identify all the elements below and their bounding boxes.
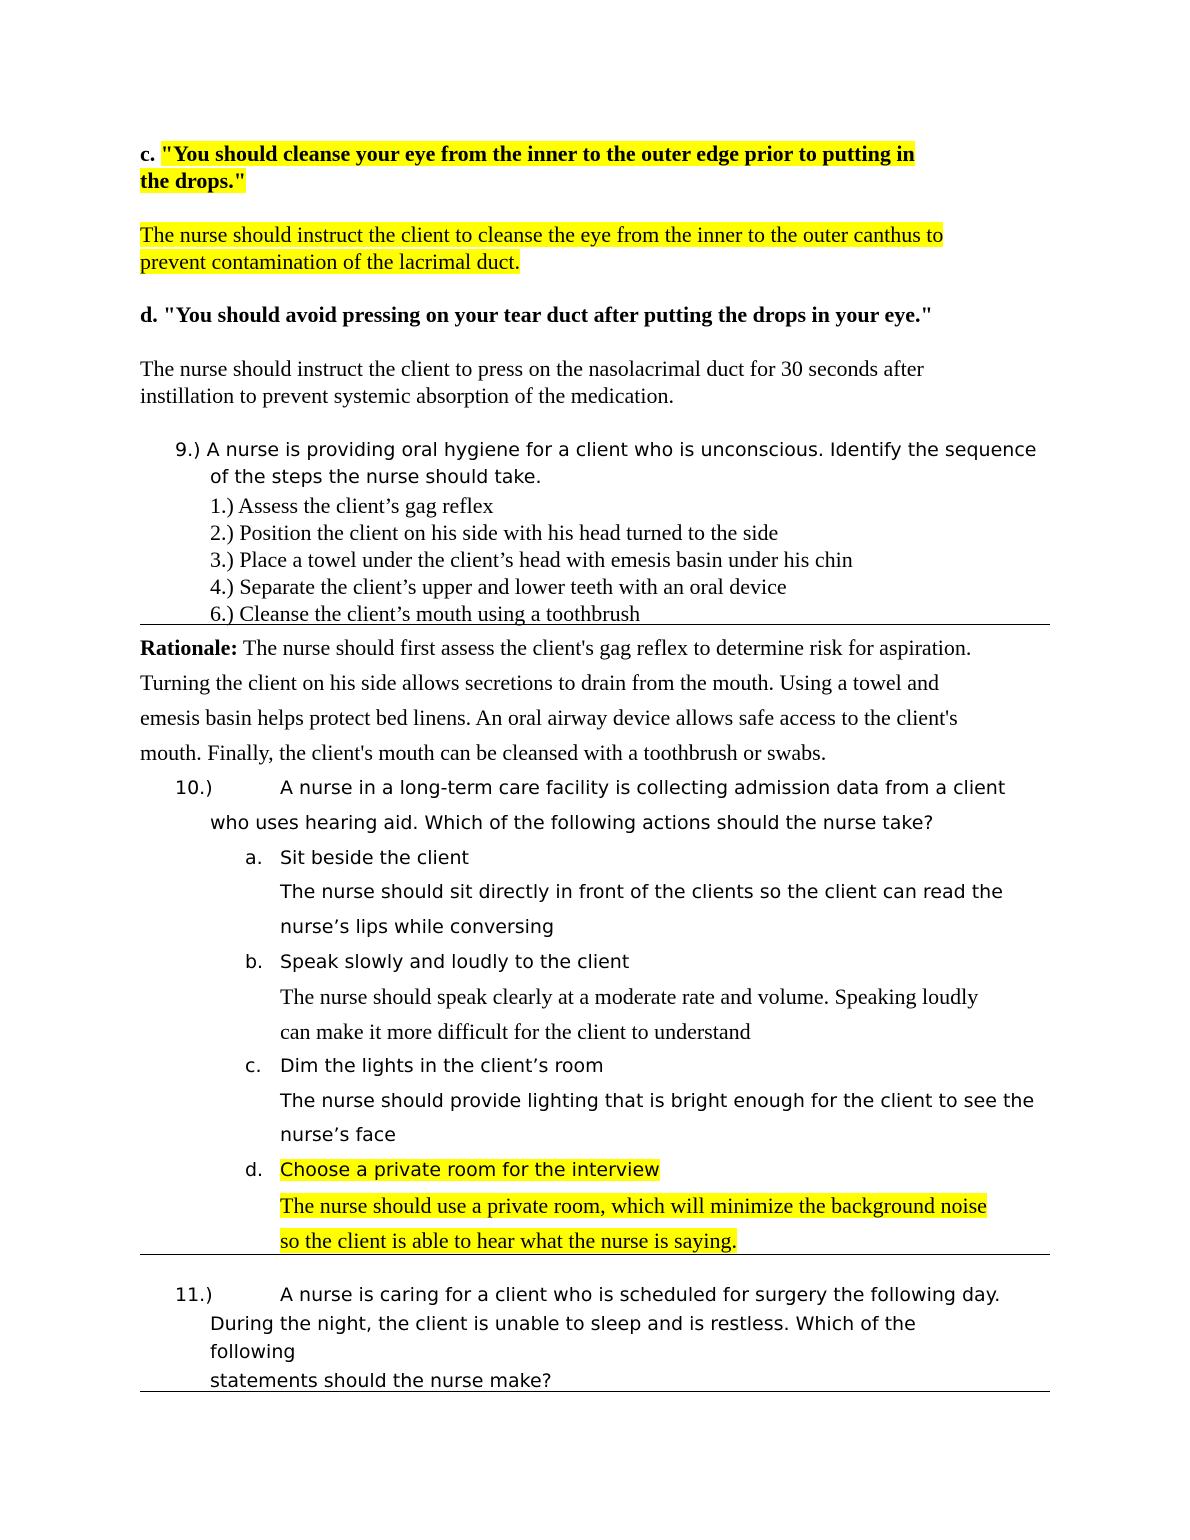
q8-option-d-label: d. — [140, 302, 158, 327]
divider — [140, 1391, 1050, 1392]
q10-option-c-rationale: nurse’s face — [280, 1124, 396, 1146]
q8-option-d-text: "You should avoid pressing on your tear duct after putting the drops in your eye." — [163, 302, 933, 327]
q10-option-b-text: Speak slowly and loudly to the client — [280, 951, 630, 973]
q10-option-b-label: b. — [245, 951, 264, 973]
divider — [140, 1254, 1050, 1255]
q11-stem-line3: following — [210, 1341, 296, 1363]
q8-option-c-label: c. — [140, 141, 156, 166]
q11-stem-line1: A nurse is caring for a client who is scheduled for surgery the following day. — [280, 1284, 1001, 1306]
q9-step: 3.) Place a towel under the client’s head with emesis basin under his chin — [210, 547, 853, 572]
q11-stem-line4: statements should the nurse make? — [210, 1370, 552, 1392]
q10-option-a-rationale: The nurse should sit directly in front of the clients so the client can read the — [280, 881, 1003, 903]
q10-option-d-label: d. — [245, 1159, 264, 1181]
q9-rationale-label: Rationale: — [140, 635, 238, 660]
q11-number: 11.) — [175, 1284, 213, 1306]
q9-rationale-line1 — [140, 634, 971, 661]
q9-step: 1.) Assess the client’s gag reflex — [210, 493, 494, 518]
q10-stem-line1: A nurse in a long-term care facility is collecting admission data from a client — [280, 777, 1006, 799]
q10-option-a-text: Sit beside the client — [280, 847, 469, 869]
q9-step: 4.) Separate the client’s upper and lower teeth with an oral device — [210, 574, 787, 599]
q10-stem-line2: who uses hearing aid. Which of the following actions should the nurse take? — [210, 812, 934, 834]
divider — [140, 624, 1050, 625]
q8-option-d — [140, 301, 933, 328]
q8-option-c-line2: the drops." — [140, 168, 246, 193]
q10-option-b-rationale: can make it more difficult for the client to understand — [280, 1019, 751, 1044]
q10-option-b-rationale: The nurse should speak clearly at a moderate rate and volume. Speaking loudly — [280, 984, 979, 1009]
q9-stem-line2: of the steps the nurse should take. — [210, 466, 542, 488]
q9-step: 6.) Cleanse the client’s mouth using a toothbrush — [210, 601, 641, 626]
q9-rationale-line4: mouth. Finally, the client's mouth can be cleansed with a toothbrush or swabs. — [140, 740, 827, 765]
q9-rationale-line2: Turning the client on his side allows secretions to drain from the mouth. Using a towel and — [140, 670, 940, 695]
q10-option-d-text: Choose a private room for the interview — [280, 1159, 660, 1181]
q8-rationale-d-line1: The nurse should instruct the client to press on the nasolacrimal duct for 30 seconds after — [140, 356, 924, 381]
q10-option-c-label: c. — [245, 1055, 262, 1077]
q8-rationale-d-line2: instillation to prevent systemic absorption of the medication. — [140, 383, 675, 408]
q10-option-c-text: Dim the lights in the client’s room — [280, 1055, 604, 1077]
q8-rationale-c-line2: prevent contamination of the lacrimal duct. — [140, 249, 520, 274]
q10-option-d-rationale: so the client is able to hear what the nurse is saying. — [280, 1228, 737, 1253]
q8-option-c-line1: "You should cleanse your eye from the inner to the outer edge prior to putting in — [160, 141, 915, 166]
q8-option-c — [140, 140, 915, 167]
q10-option-a-rationale: nurse’s lips while conversing — [280, 916, 555, 938]
q9-rationale-text: The nurse should first assess the client's gag reflex to determine risk for aspiration. — [242, 635, 972, 660]
q9-step: 2.) Position the client on his side with his head turned to the side — [210, 520, 779, 545]
q11-stem-line2: During the night, the client is unable to sleep and is restless. Which of the — [210, 1313, 916, 1335]
q8-rationale-c-line1: The nurse should instruct the client to cleanse the eye from the inner to the outer canthus to — [140, 222, 944, 247]
q9-stem-line1: 9.) A nurse is providing oral hygiene for a client who is unconscious. Identify the sequence — [175, 439, 1037, 461]
q10-number: 10.) — [175, 777, 213, 799]
q9-rationale-line3: emesis basin helps protect bed linens. An oral airway device allows safe access to the client's — [140, 705, 958, 730]
q10-option-a-label: a. — [245, 847, 263, 869]
q10-option-c-rationale: The nurse should provide lighting that is bright enough for the client to see the — [280, 1090, 1035, 1112]
q10-option-d-rationale: The nurse should use a private room, which will minimize the background noise — [280, 1193, 987, 1218]
